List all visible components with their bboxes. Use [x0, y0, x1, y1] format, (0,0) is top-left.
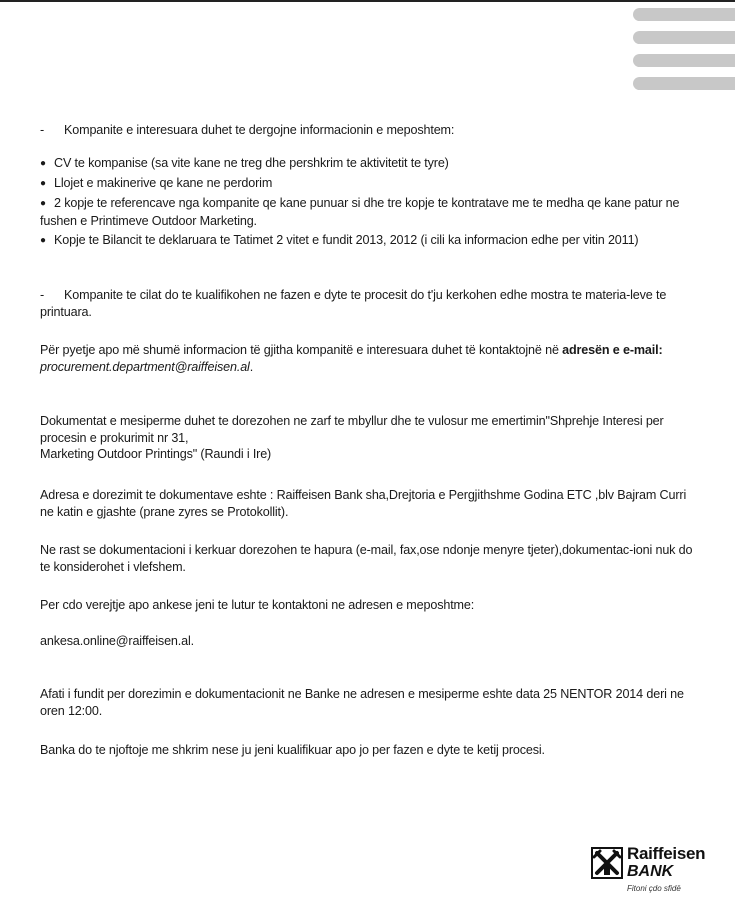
contact-email-label: adresën e e-mail: [562, 343, 659, 357]
bullet-text: 2 kopje te referencave nga kompanite qe kane punuar si dhe tre kopje te kontratave me te medha qe kane patur ne fushen e Printimeve Outdoor Marketing.: [40, 196, 680, 228]
complaints-email-link[interactable]: ankesa.online@raiffeisen.al.: [40, 634, 194, 648]
bullet-icon: ●: [40, 198, 46, 209]
intro-text: Kompanite e interesuara duhet te dergojne informacionin e meposhtem:: [64, 123, 455, 137]
procurement-email-link[interactable]: procurement.department@raiffeisen.al: [40, 359, 250, 374]
decor-bar: [633, 8, 735, 21]
complaints-text: Per cdo verejtje apo ankese jeni te lutur te kontaktoni ne adresen e meposhtme:: [40, 598, 475, 612]
logo-bank-text: BANK: [627, 863, 674, 880]
documents-text: Dokumentat e mesiperme duhet te dorezohen ne zarf te mbyllur dhe te vulosur me emertimin"Shprehje Interesi per procesin e prokurimit nr 31,: [40, 414, 664, 445]
logo-wordmark: Raiffeisen: [627, 844, 706, 863]
address-text: Adresa e dorezimit te dokumentave eshte : Raiffeisen Bank sha,Drejtoria e Pergjithshme Godina ETC ,blv Bajram Curri ne katin e gjashte (prane zyres se Protokollit).: [40, 488, 687, 519]
notify-paragraph: [40, 742, 700, 759]
deadline-text: Afati i fundit per dorezimin e dokumentacionit ne Banke ne adresen e mesiperme eshte data 25 NENTOR 2014 deri ne oren 12:00.: [40, 687, 684, 718]
invalid-paragraph: [40, 542, 700, 575]
bullet-text: Kopje te Bilancit te deklaruara te Tatimet 2 vitet e fundit 2013, 2012 (i cili ka informacion edhe per vitin 2011): [54, 233, 639, 247]
contact-paragraph: [40, 342, 700, 375]
contact-colon: :: [658, 343, 663, 357]
invalid-text: Ne rast se dokumentacioni i kerkuar dorezohen te hapura (e-mail, fax,ose ndonje menyre tjeter),dokumentac-ioni nuk do te konsiderohet i vlefshem.: [40, 543, 693, 574]
bullet-item: [40, 175, 700, 193]
second-phase-text: Kompanite te cilat do te kualifikohen ne fazen e dyte te procesit do t'ju kerkohen edhe mostra te materia-leve te printuara.: [40, 288, 667, 319]
decor-bar: [633, 31, 735, 44]
complaints-paragraph: [40, 597, 700, 614]
raiffeisen-gable-icon: [591, 847, 623, 879]
notify-text: Banka do te njoftoje me shkrim nese ju jeni kualifikuar apo jo per fazen e dyte te ketij procesi.: [40, 743, 545, 757]
contact-period: .: [249, 359, 254, 374]
contact-text: Për pyetje apo më shumë informacion të gjitha kompanitë e interesuara duhet të kontaktojnë në: [40, 343, 563, 357]
documents-paragraph: [40, 413, 700, 463]
logo-slogan: Fitoni çdo sfidë: [627, 884, 681, 893]
documents-text-line2: Marketing Outdoor Printings" (Raundi i Ire): [40, 447, 272, 461]
bullet-icon: ●: [40, 178, 46, 189]
bullet-item: [40, 195, 700, 229]
dash-marker: -: [40, 288, 45, 302]
bullet-icon: ●: [40, 235, 46, 246]
top-rule: [0, 0, 735, 2]
dash-marker: -: [40, 123, 45, 137]
decor-bar: [633, 54, 735, 67]
bullet-text: Llojet e makinerive qe kane ne perdorim: [54, 176, 273, 190]
second-phase-paragraph: [40, 287, 700, 320]
bullet-item: [40, 232, 700, 250]
address-paragraph: [40, 487, 700, 520]
bullet-item: [40, 155, 700, 173]
complaints-email-paragraph: [40, 633, 700, 650]
bullet-text: CV te kompanise (sa vite kane ne treg dhe pershkrim te aktivitetit te tyre): [54, 156, 449, 170]
intro-paragraph: [40, 122, 700, 139]
bullet-icon: ●: [40, 158, 46, 169]
header-decoration: [633, 8, 735, 100]
raiffeisen-logo: [591, 845, 721, 905]
deadline-paragraph: [40, 686, 700, 719]
decor-bar: [633, 77, 735, 90]
